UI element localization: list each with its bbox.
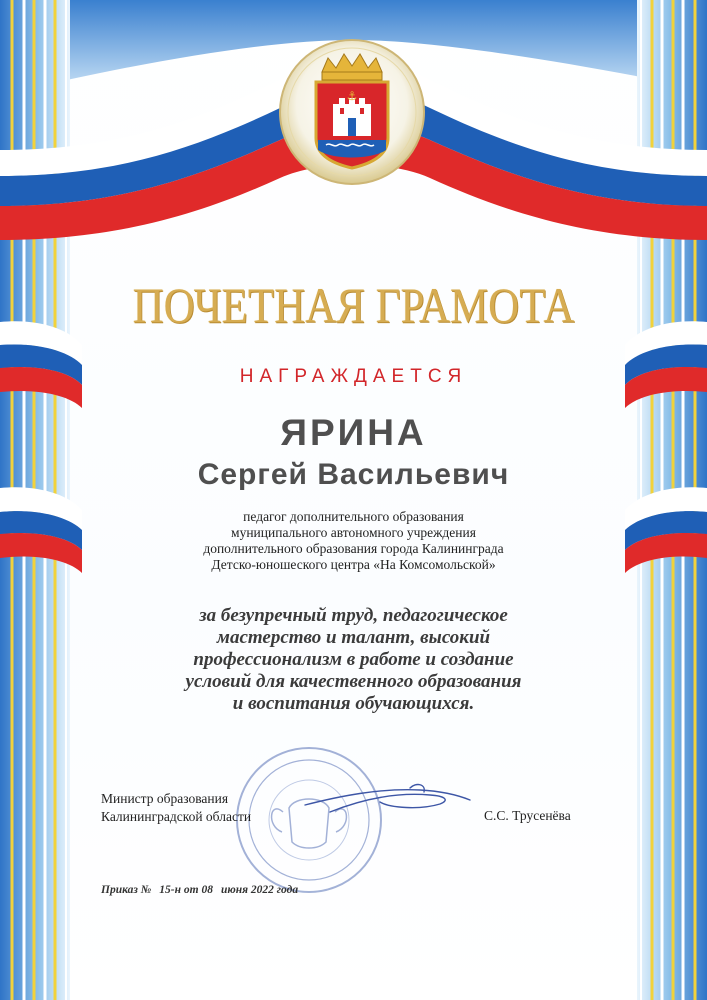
merit-line: условий для качественного образования <box>185 671 522 692</box>
recipient-name: Сергей Васильевич <box>197 458 510 491</box>
kaliningrad-coat-of-arms-icon <box>280 40 424 184</box>
signer-title-line-1: Министр образования <box>101 791 229 806</box>
signer-title <box>101 790 251 826</box>
position-line: Детско-юношеского центра «На Комсомольской» <box>211 557 496 572</box>
position-line: педагог дополнительного образования <box>243 509 464 524</box>
signer-name: С.С. Трусенёва <box>484 808 571 823</box>
awarded-label: НАГРАЖДАЕТСЯ <box>239 366 468 387</box>
recipient-surname: ЯРИНА <box>280 412 427 453</box>
position-line: дополнительного образования города Калининграда <box>203 541 504 556</box>
merit-text <box>0 605 707 715</box>
order-reference <box>101 884 298 896</box>
merit-line: за безупречный труд, педагогическое <box>199 605 508 626</box>
svg-text:⚓: ⚓ <box>346 89 358 103</box>
recipient-position <box>0 509 707 573</box>
order-number: 15-н от 08 <box>159 884 213 896</box>
position-line: муниципального автономного учреждения <box>231 525 476 540</box>
merit-line: профессионализм в работе и создание <box>193 649 514 670</box>
certificate-title: ПОЧЕТНАЯ ГРАМОТА <box>132 277 575 333</box>
signer-title-line-2: Калининградской области <box>101 809 252 824</box>
merit-line: мастерство и талант, высокий <box>216 627 491 648</box>
official-stamp <box>237 748 381 892</box>
order-prefix: Приказ № <box>101 884 152 896</box>
merit-line: и воспитания обучающихся. <box>232 693 475 714</box>
order-date: июня 2022 года <box>220 884 299 896</box>
